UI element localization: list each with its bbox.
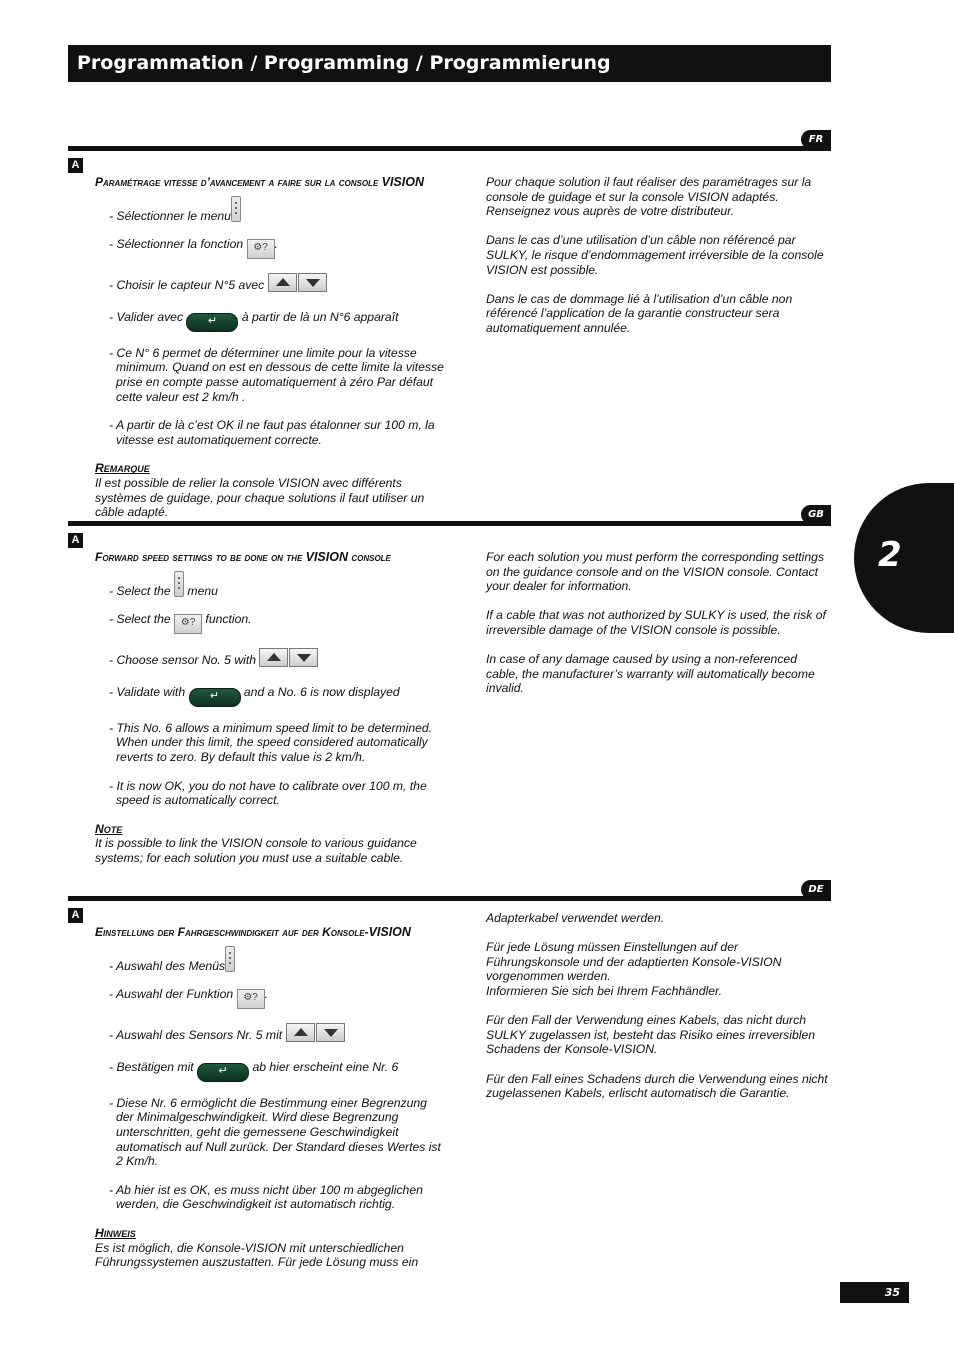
fr-step-validate: - Valider avec ↵ à partir de là un N°6 apparaît [95, 310, 445, 332]
page-number-box [840, 1282, 909, 1303]
menu-button-icon [231, 196, 241, 222]
fr-step-ok: - A partir de là c’est OK il ne faut pas étalonner sur 100 m, la vitesse est automatiquement correcte. [109, 418, 435, 447]
de-section-title: Einstellung der Fahrgeschwindigkeit auf der Konsole-VISION [95, 925, 411, 939]
chapter-number: 2 [878, 535, 902, 575]
de-note-text: Es ist möglich, die Konsole-VISION mit unterschiedlichen Führungssystemen auszustatten. Für jede Lösung muss ein [95, 1240, 419, 1270]
enter-button-icon: ↵ [186, 313, 238, 332]
gb-section-title: Forward speed settings to be done on the VISION console [95, 550, 391, 564]
de-left-column [95, 925, 445, 1270]
fr-step-menu: - Sélectionner le menu [95, 196, 445, 224]
figure-letter-fr: A [68, 158, 83, 173]
gb-step-function: - Select the ⚙? function. [95, 612, 445, 634]
fr-right-column [486, 175, 831, 350]
gb-left-column [95, 550, 445, 866]
de-step-function: - Auswahl der Funktion ⚙? . [95, 987, 445, 1009]
fr-section-title: Paramétrage vitesse d’avancement a faire sur la console VISION [95, 175, 424, 189]
enter-button-icon: ↵ [189, 688, 241, 707]
lang-tag-fr: FR [801, 130, 831, 149]
figure-letter-gb: A [68, 533, 83, 548]
fr-note-title: Remarque [95, 461, 150, 476]
section-rule-gb [68, 521, 831, 526]
fr-step-limit: - Ce N° 6 permet de déterminer une limite pour la vitesse minimum. Quand on est en dessous de cette limite la vitesse prise en compte passe automatiquement à zéro Par défaut cette valeur est 2 km/h . [109, 345, 444, 404]
gb-step-sensor: - Choose sensor No. 5 with [95, 648, 445, 671]
fr-right-paragraph-2: Dans le cas d’une utilisation d’un câble non référencé par SULKY, le risque d’endommagement irréversible de la console VISION est possible. [486, 233, 824, 277]
gb-note-title: Note [95, 821, 123, 836]
de-right-paragraph-1: Für jede Lösung müssen Einstellungen auf der Führungskonsole und der adaptierten Konsole-VISION vorgenommen werden. [486, 940, 782, 984]
gb-note-text: It is possible to link the VISION console to various guidance systems; for each solution you must use a suitable cable. [95, 836, 417, 865]
de-right-paragraph-1b: Informieren Sie sich bei Ihrem Fachhändler. [486, 983, 722, 998]
gb-right-paragraph-2: If a cable that was not authorized by SULKY is used, the risk of irreversible damage of the VISION console is possible. [486, 608, 826, 637]
de-step-menu: - Auswahl des Menüs [95, 946, 445, 974]
fr-step-sensor: - Choisir le capteur N°5 avec [95, 273, 445, 296]
chapter-tab [854, 483, 954, 633]
up-down-arrow-buttons-icon [268, 273, 328, 296]
enter-button-icon: ↵ [197, 1063, 249, 1082]
section-rule-de [68, 896, 831, 901]
fr-left-column [95, 175, 445, 520]
figure-letter-de: A [68, 908, 83, 923]
gb-right-paragraph-3: In case of any damage caused by using a non-referenced cable, the manufacturer’s warranty will automatically become invalid. [486, 652, 815, 696]
menu-button-icon [174, 571, 184, 597]
lang-tag-gb: GB [801, 505, 831, 524]
fr-right-paragraph-1: Pour chaque solution il faut réaliser des paramétrages sur la console de guidage et sur la console VISION adaptés. Renseignez vous auprès de votre distributeur. [486, 175, 812, 219]
function-gear-icon: ⚙? [247, 239, 275, 259]
page-number: 35 [884, 1286, 900, 1299]
fr-note-text: Il est possible de relier la console VISION avec différents systèmes de guidage, pour chaque solutions il faut utiliser un câble adapté. [95, 475, 425, 520]
de-note-title: Hinweis [95, 1225, 136, 1240]
menu-button-icon [225, 946, 235, 972]
gb-step-ok: - It is now OK, you do not have to calibrate over 100 m, the speed is automatically correct. [109, 778, 427, 808]
function-gear-icon: ⚙? [237, 989, 265, 1009]
page-title: Programmation / Programming / Programmierung [77, 52, 611, 74]
lang-tag-de: DE [801, 880, 831, 899]
de-step-ok: - Ab hier ist es OK, es muss nicht über 100 m abgeglichen werden, die Geschwindigkeit ist automatisch richtig. [109, 1182, 423, 1212]
de-step-sensor: - Auswahl des Sensors Nr. 5 mit [95, 1023, 445, 1046]
de-right-column [486, 911, 831, 1115]
de-right-paragraph-3: Für den Fall eines Schadens durch die Verwendung eines nicht zugelassenen Kabels, erlischt automatisch die Garantie. [486, 1071, 828, 1101]
fr-step-function: - Sélectionner la fonction ⚙? . [95, 237, 445, 259]
function-gear-icon: ⚙? [174, 614, 202, 634]
up-down-arrow-buttons-icon [259, 648, 319, 671]
gb-step-limit: - This No. 6 allows a minimum speed limit to be determined. When under this limit, the speed considered automatically reverts to zero. By default this value is 2 km/h. [109, 720, 433, 764]
gb-right-paragraph-1: For each solution you must perform the corresponding settings on the guidance console and on the VISION console. Contact your dealer for information. [486, 550, 825, 594]
de-step-validate: - Bestätigen mit ↵ ab hier erscheint eine Nr. 6 [95, 1060, 445, 1082]
de-right-paragraph-2: Für den Fall der Verwendung eines Kabels, das nicht durch SULKY zugelassen ist, besteht das Risiko eines irreversiblen Schadens der Konsole-VISION. [486, 1013, 816, 1057]
section-rule-fr [68, 146, 831, 151]
gb-step-validate: - Validate with ↵ and a No. 6 is now displayed [95, 685, 445, 707]
de-step-limit: - Diese Nr. 6 ermöglicht die Bestimmung einer Begrenzung der Minimalgeschwindigkeit. Wird diese Begrenzung unterschritten, geht die gemessene Geschwindigkeit automatisch auf Null zurück. Der Standard dieses Wertes ist 2 Km/h. [109, 1095, 441, 1169]
page-header [68, 45, 831, 82]
gb-right-column [486, 550, 826, 711]
gb-step-menu: - Select the menu [95, 571, 445, 599]
fr-right-paragraph-3: Dans le cas de dommage lié à l’utilisation d’un câble non référencé l’application de la garantie constructeur sera automatiquement annulée. [486, 291, 793, 335]
de-right-paragraph-0: Adapterkabel verwendet werden. [486, 911, 665, 925]
up-down-arrow-buttons-icon [286, 1023, 346, 1046]
